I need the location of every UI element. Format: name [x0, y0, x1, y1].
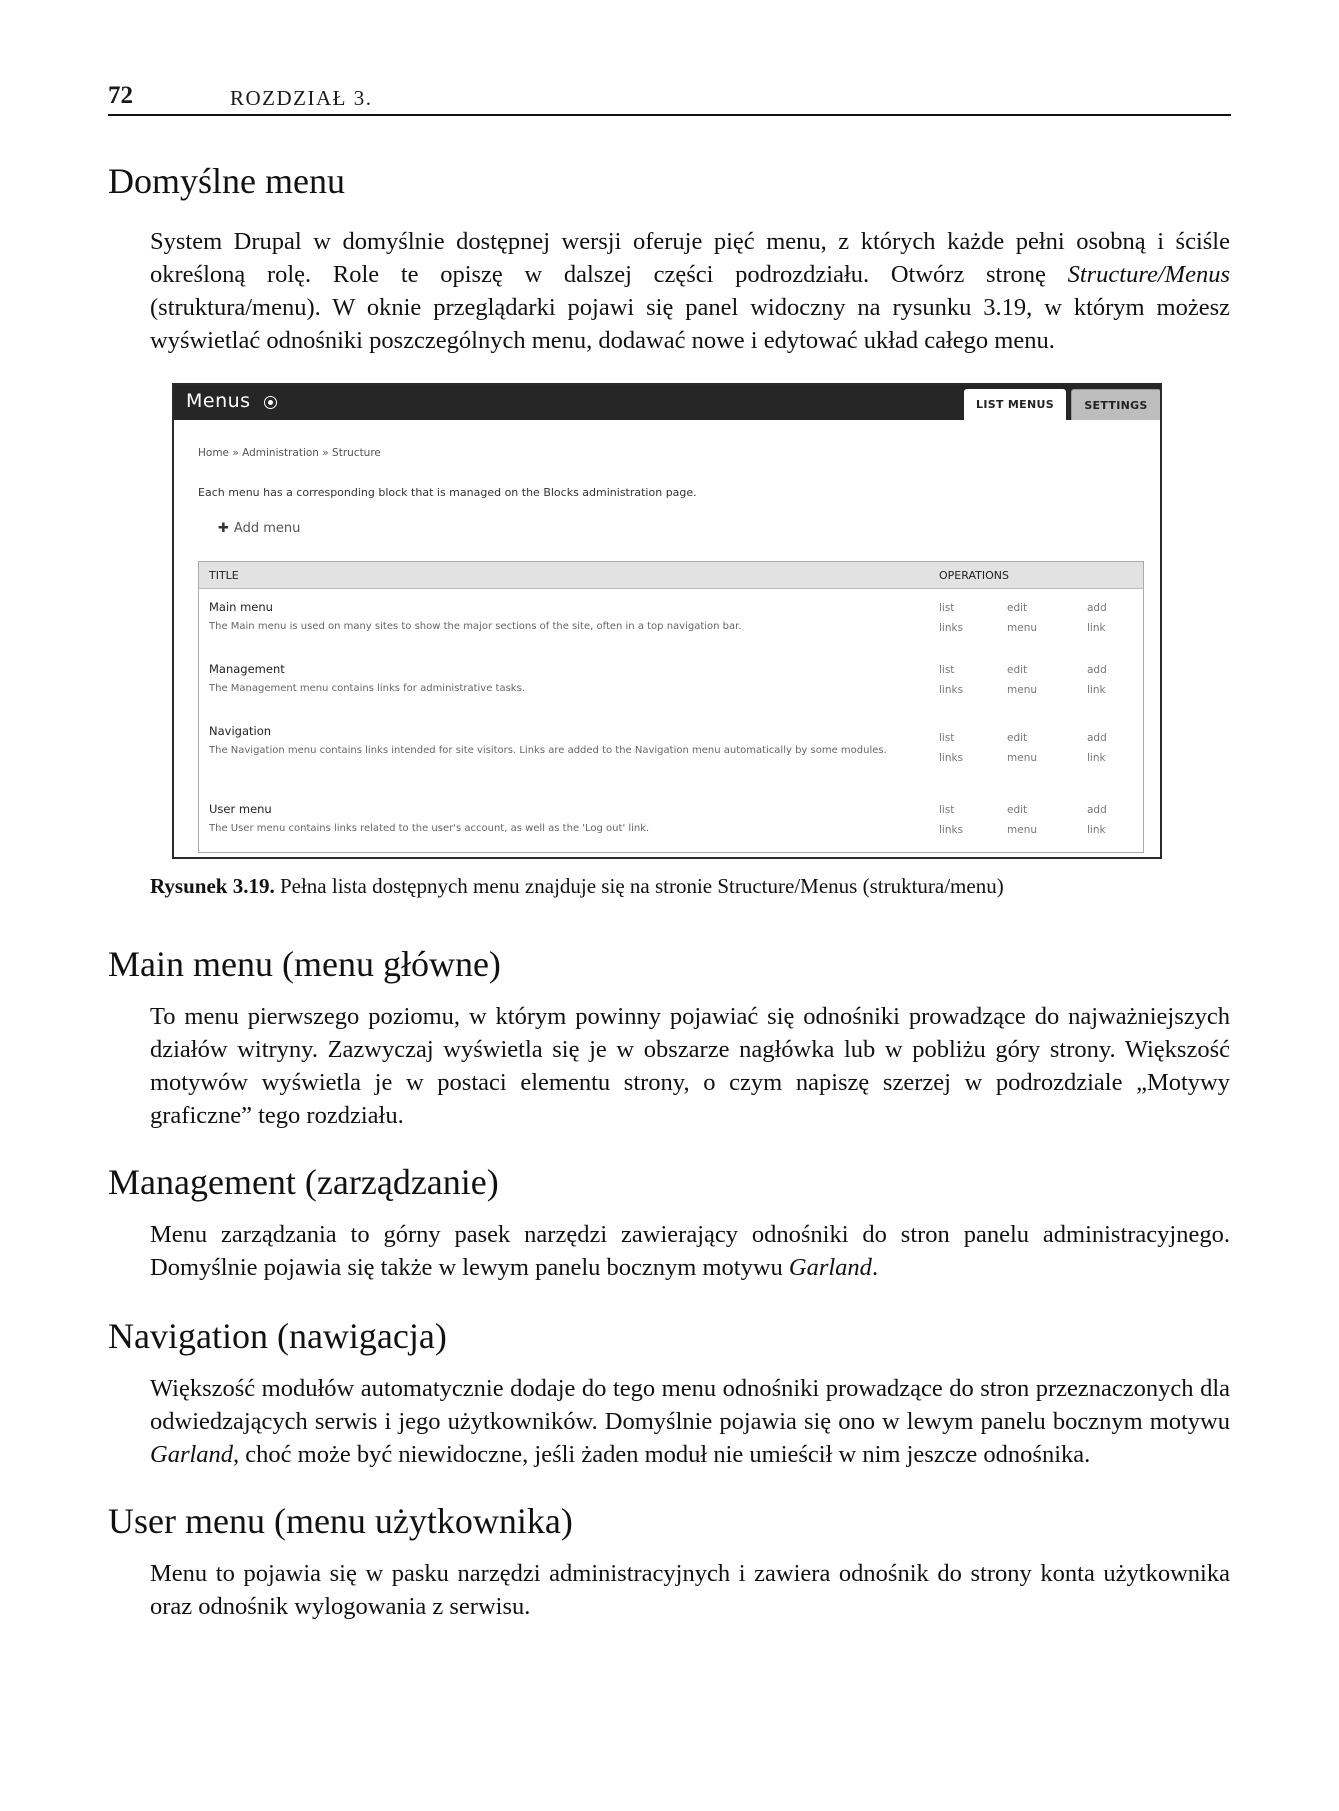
breadcrumb[interactable]: Home » Administration » Structure — [198, 447, 381, 459]
section-heading-management: Management (zarządzanie) — [108, 1162, 499, 1202]
tab-list-menus[interactable]: LIST MENUS — [964, 389, 1066, 420]
tab-settings[interactable]: SETTINGS — [1071, 389, 1161, 420]
section-heading-main-menu: Main menu (menu główne) — [108, 944, 501, 984]
add-menu-label: Add menu — [233, 521, 301, 536]
add-link-link[interactable]: add — [1087, 602, 1107, 614]
edit-menu-link[interactable]: menu — [1007, 824, 1037, 836]
section-heading-navigation: Navigation (nawigacja) — [108, 1316, 447, 1356]
column-header-operations: OPERATIONS — [939, 569, 1009, 582]
edit-menu-link[interactable]: edit — [1007, 602, 1028, 614]
section-heading-user-menu: User menu (menu użytkownika) — [108, 1501, 573, 1541]
edit-menu-link[interactable]: edit — [1007, 664, 1028, 676]
list-links-link[interactable]: list — [939, 804, 955, 816]
column-header-title: TITLE — [209, 569, 239, 582]
add-link-link[interactable]: add — [1087, 732, 1107, 744]
table-row — [199, 600, 1143, 650]
help-text: Each menu has a corresponding block that is managed on the Blocks administration page. — [198, 486, 697, 499]
list-links-link[interactable]: links — [939, 752, 964, 764]
section-paragraph-navigation: Większość modułów automatycznie dodaje do tego menu odnośniki prowadzące do stron przeznaczonych dla odwiedzających serwis i jego użytkowników. Domyślnie pojawia się ono w lewym panelu bocznym motywu Garland, choć może być niewidoczne, jeśli żaden moduł nie umieścił w nim jeszcze odnośnika. — [150, 1375, 1230, 1468]
section-paragraph-user-menu: Menu to pojawia się w pasku narzędzi administracyjnych i zawiera odnośnik do strony konta użytkownika oraz odnośnik wylogowania z serwisu. — [150, 1560, 1230, 1620]
plus-icon: ✚ — [218, 521, 229, 536]
menus-table — [198, 561, 1144, 853]
add-link-link[interactable]: link — [1087, 824, 1106, 836]
add-link-link[interactable]: add — [1087, 664, 1107, 676]
menu-name: Management — [209, 662, 285, 676]
list-links-link[interactable]: links — [939, 824, 964, 836]
menu-description: The User menu contains links related to the user's account, as well as the 'Log out' link. — [209, 823, 650, 834]
edit-menu-link[interactable]: menu — [1007, 752, 1037, 764]
chapter-label: ROZDZIAŁ 3. — [230, 86, 373, 110]
add-link-link[interactable]: link — [1087, 684, 1106, 696]
add-link-link[interactable]: link — [1087, 622, 1106, 634]
figure-caption: Rysunek 3.19. Pełna lista dostępnych menu znajduje się na stronie Structure/Menus (struktura/menu) — [150, 874, 1004, 898]
add-menu-link[interactable] — [218, 521, 300, 536]
edit-menu-link[interactable]: edit — [1007, 732, 1028, 744]
menu-name: Navigation — [209, 724, 272, 738]
section-paragraph-main-menu: To menu pierwszego poziomu, w którym powinny pojawiać się odnośniki prowadzące do najważniejszych działów witryny. Zazwyczaj wyświetla się je w obszarze nagłówka lub w pobliżu góry strony. Większość motywów wyświetla je w postaci elementu strony, o czym napiszę szerzej w podrozdziale „Motywy graficzne” tego rozdziału. — [150, 1003, 1230, 1129]
table-row — [199, 724, 1143, 788]
section-paragraph-default-menu: System Drupal w domyślnie dostępnej wersji oferuje pięć menu, z których każde pełni osobną i ściśle określoną rolę. Role te opiszę w dalszej części podrozdziału. Otwórz stronę Structure/Menus (struktura/menu). W oknie przeglądarki pojawi się panel widoczny na rysunku 3.19, w którym możesz wyświetlać odnośniki poszczególnych menu, dodawać nowe i edytować układ całego menu. — [150, 228, 1230, 354]
section-heading-default-menu: Domyślne menu — [108, 161, 345, 201]
add-link-link[interactable]: add — [1087, 804, 1107, 816]
list-links-link[interactable]: links — [939, 622, 964, 634]
list-links-link[interactable]: list — [939, 732, 955, 744]
section-paragraph-management: Menu zarządzania to górny pasek narzędzi zawierający odnośniki do stron panelu administracyjnego. Domyślnie pojawia się także w lewym panelu bocznym motywu Garland. — [150, 1221, 1230, 1281]
menu-name: User menu — [209, 802, 272, 816]
list-links-link[interactable]: links — [939, 684, 964, 696]
table-row — [199, 662, 1143, 712]
page-number: 72 — [108, 82, 133, 109]
shortcut-icon[interactable] — [264, 396, 277, 409]
running-header — [108, 80, 1231, 116]
menu-description: The Management menu contains links for administrative tasks. — [209, 683, 525, 694]
table-header — [199, 562, 1143, 589]
menu-description: The Navigation menu contains links intended for site visitors. Links are added to the Navigation menu automatically by some modules. — [209, 745, 887, 756]
table-row — [199, 802, 1143, 852]
figure-screenshot — [172, 383, 1162, 859]
edit-menu-link[interactable]: edit — [1007, 804, 1028, 816]
add-link-link[interactable]: link — [1087, 752, 1106, 764]
menu-description: The Main menu is used on many sites to show the major sections of the site, often in a top navigation bar. — [209, 621, 742, 632]
list-links-link[interactable]: list — [939, 602, 955, 614]
edit-menu-link[interactable]: menu — [1007, 622, 1037, 634]
list-links-link[interactable]: list — [939, 664, 955, 676]
edit-menu-link[interactable]: menu — [1007, 684, 1037, 696]
menu-name: Main menu — [209, 600, 273, 614]
page-title: Menus — [186, 390, 251, 412]
admin-title-bar — [174, 385, 1160, 420]
